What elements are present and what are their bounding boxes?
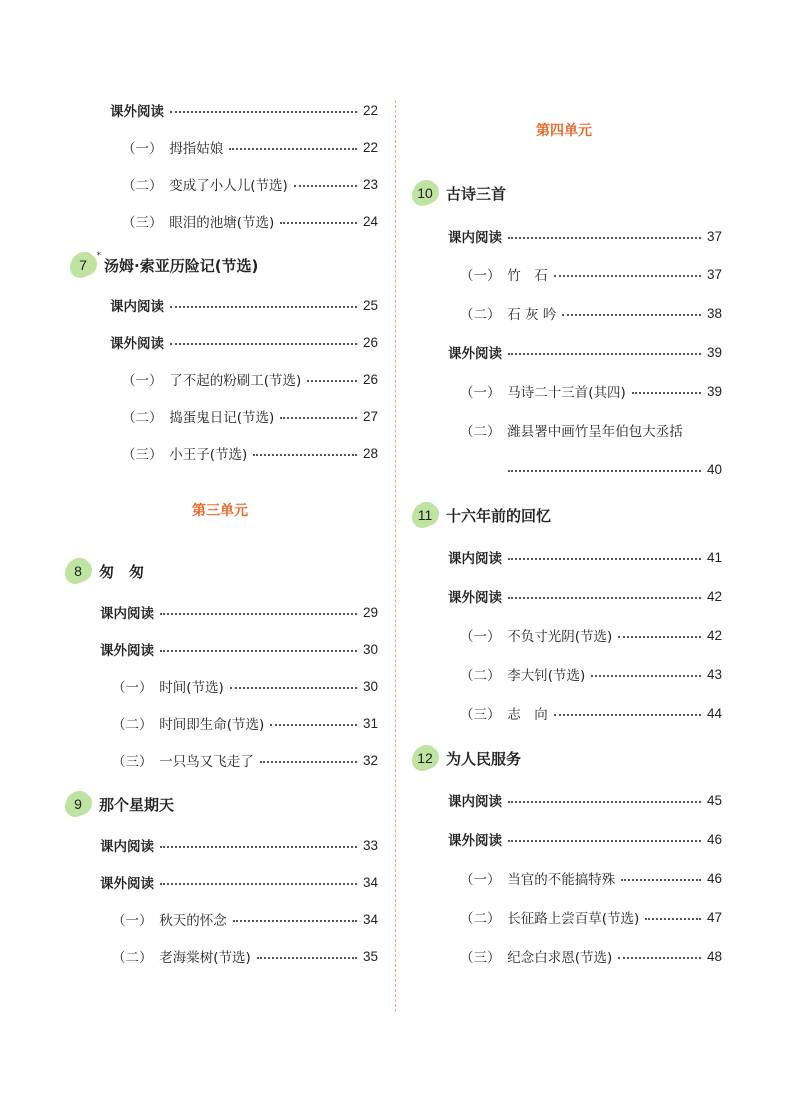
toc-entry[interactable] [122, 173, 378, 195]
page-number: 35 [362, 948, 378, 964]
entry-label: 课外阅读 [110, 104, 164, 120]
leader-dots [591, 675, 701, 677]
toc-entry[interactable] [448, 585, 722, 607]
entry-label: 课内阅读 [448, 551, 502, 567]
leader-dots [294, 185, 357, 187]
page-number: 45 [706, 792, 722, 808]
toc-entry[interactable] [122, 405, 378, 427]
toc-entry[interactable] [112, 908, 378, 930]
lesson-heading-12[interactable] [413, 745, 521, 771]
page-number: 39 [706, 383, 722, 399]
leader-dots [508, 558, 701, 560]
leader-dots [253, 454, 357, 456]
lesson-number: 7 [79, 257, 87, 273]
entry-label: 课外阅读 [448, 833, 502, 849]
toc-entry[interactable] [100, 834, 378, 856]
toc-entry[interactable] [112, 712, 378, 734]
toc-entry[interactable] [460, 263, 722, 285]
lesson-title: 为人民服务 [446, 749, 522, 768]
toc-entry[interactable] [112, 675, 378, 697]
toc-entry[interactable] [112, 749, 378, 771]
leader-dots [508, 801, 701, 803]
entry-label: 课外阅读 [448, 590, 502, 606]
entry-label: （二） 时间即生命(节选) [112, 717, 265, 733]
optional-mark: * [96, 251, 101, 261]
leader-dots [233, 920, 357, 922]
entry-label: （一） 不负寸光阴(节选) [460, 629, 613, 645]
entry-label: 课内阅读 [110, 299, 164, 315]
leader-dots [260, 761, 357, 763]
toc-entry[interactable] [448, 789, 722, 811]
toc-entry[interactable] [460, 302, 722, 324]
entry-label: 课外阅读 [100, 643, 154, 659]
entry-label: （三） 纪念白求恩(节选) [460, 950, 613, 966]
lesson-heading-7[interactable] [71, 252, 258, 278]
page-number: 33 [362, 837, 378, 853]
page-number: 34 [362, 911, 378, 927]
entry-label: （二） 捣蛋鬼日记(节选) [122, 410, 275, 426]
page-number: 37 [706, 266, 722, 282]
page-number: 23 [362, 176, 378, 192]
column-divider [395, 100, 396, 1012]
page-number: 26 [362, 334, 378, 350]
lesson-number-badge [66, 559, 90, 583]
page-number: 25 [362, 297, 378, 313]
page-number: 31 [362, 715, 378, 731]
leader-dots [618, 957, 701, 959]
lesson-number-badge [71, 251, 101, 277]
leader-dots [554, 714, 701, 716]
page-number: 43 [706, 666, 722, 682]
entry-label: （一） 马诗二十三首(其四) [460, 385, 626, 401]
entry-label: （一） 当官的不能搞特殊 [460, 872, 616, 888]
toc-entry[interactable] [460, 624, 722, 646]
entry-label: （三） 小王子(节选) [122, 447, 248, 463]
entry-label: （二） 潍县署中画竹呈年伯包大丞括 [460, 424, 683, 440]
lesson-title: 十六年前的回忆 [446, 506, 552, 525]
toc-entry[interactable] [122, 136, 378, 158]
entry-label: 课内阅读 [448, 230, 502, 246]
entry-label: （二） 变成了小人儿(节选) [122, 178, 288, 194]
leader-dots [562, 314, 701, 316]
page-number: 46 [706, 870, 722, 886]
entry-label: （一） 拇指姑娘 [122, 141, 224, 157]
lesson-title: 匆 匆 [99, 562, 145, 581]
page-number: 46 [706, 831, 722, 847]
lesson-heading-10[interactable] [413, 180, 506, 206]
leader-dots [160, 613, 357, 615]
leader-dots [554, 275, 701, 277]
lesson-number: 8 [74, 563, 82, 579]
toc-entry[interactable] [448, 341, 722, 363]
leader-dots [508, 353, 701, 355]
toc-entry[interactable] [100, 638, 378, 660]
page-number: 38 [706, 305, 722, 321]
leader-dots [230, 687, 357, 689]
entry-label: （一） 竹 石 [460, 268, 548, 284]
entry-label: 课内阅读 [100, 839, 154, 855]
entry-label: （三） 志 向 [460, 707, 548, 723]
toc-entry[interactable] [122, 368, 378, 390]
leader-dots [645, 918, 701, 920]
leader-dots [160, 883, 357, 885]
leader-dots [170, 111, 357, 113]
lesson-number: 12 [417, 750, 433, 766]
page-number: 22 [362, 139, 378, 155]
page-number: 28 [362, 445, 378, 461]
toc-entry[interactable] [110, 294, 378, 316]
entry-label: 课外阅读 [100, 876, 154, 892]
toc-entry[interactable] [460, 867, 722, 889]
toc-entry[interactable] [110, 99, 378, 121]
lesson-title: 古诗三首 [446, 184, 507, 203]
lesson-number-badge [413, 503, 437, 527]
toc-entry[interactable] [460, 419, 722, 441]
toc-entry[interactable] [448, 828, 722, 850]
leader-dots [280, 417, 357, 419]
leader-dots [229, 148, 357, 150]
page-number: 26 [362, 371, 378, 387]
page-number: 24 [362, 213, 378, 229]
entry-label: 课外阅读 [110, 336, 164, 352]
lesson-number-badge [413, 181, 437, 205]
lesson-title: 汤姆·索亚历险记(节选) [104, 256, 259, 275]
page-number: 44 [706, 705, 722, 721]
page-number: 41 [706, 549, 722, 565]
leader-dots [508, 840, 701, 842]
leader-dots [257, 957, 357, 959]
toc-entry-continued[interactable] [508, 458, 722, 480]
leader-dots [621, 879, 701, 881]
unit-heading-4: 第四单元 [536, 123, 592, 139]
page-number: 48 [706, 948, 722, 964]
unit-heading-3: 第三单元 [192, 503, 248, 519]
toc-entry[interactable] [460, 702, 722, 724]
page-number: 47 [706, 909, 722, 925]
leader-dots [508, 237, 701, 239]
leader-dots [508, 597, 701, 599]
leader-dots [508, 470, 701, 472]
lesson-number-badge [66, 792, 90, 816]
page-number: 22 [362, 102, 378, 118]
lesson-number: 10 [417, 185, 433, 201]
toc-entry[interactable] [448, 225, 722, 247]
leader-dots [170, 306, 357, 308]
lesson-heading-9[interactable] [66, 791, 174, 817]
leader-dots [632, 392, 701, 394]
entry-label: 课内阅读 [100, 606, 154, 622]
entry-label: （一） 了不起的粉刷工(节选) [122, 373, 302, 389]
toc-entry[interactable] [460, 380, 722, 402]
entry-label: （一） 秋天的怀念 [112, 913, 227, 929]
entry-label: （一） 时间(节选) [112, 680, 224, 696]
leader-dots [160, 846, 357, 848]
entry-label: （二） 老海棠树(节选) [112, 950, 251, 966]
entry-label: （二） 石 灰 吟 [460, 307, 557, 323]
entry-label: （三） 一只鸟又飞走了 [112, 754, 254, 770]
page-number: 37 [706, 228, 722, 244]
lesson-heading-11[interactable] [413, 502, 551, 528]
leader-dots [280, 222, 357, 224]
lesson-title: 那个星期天 [99, 795, 175, 814]
toc-entry[interactable] [460, 945, 722, 967]
page-number: 32 [362, 752, 378, 768]
toc-entry[interactable] [100, 601, 378, 623]
page-number: 34 [362, 874, 378, 890]
entry-label: （三） 眼泪的池塘(节选) [122, 215, 275, 231]
toc-entry[interactable] [448, 546, 722, 568]
entry-label: （二） 李大钊(节选) [460, 668, 586, 684]
page-number: 27 [362, 408, 378, 424]
toc-entry[interactable] [112, 945, 378, 967]
page-number: 42 [706, 588, 722, 604]
leader-dots [160, 650, 357, 652]
toc-entry[interactable] [122, 442, 378, 464]
page-number: 29 [362, 604, 378, 620]
lesson-number: 11 [417, 507, 433, 523]
page-number: 30 [362, 641, 378, 657]
entry-label: 课内阅读 [448, 794, 502, 810]
leader-dots [307, 380, 357, 382]
page-number: 30 [362, 678, 378, 694]
toc-entry[interactable] [100, 871, 378, 893]
toc-entry[interactable] [110, 331, 378, 353]
toc-entry[interactable] [460, 663, 722, 685]
leader-dots [270, 724, 357, 726]
entry-label: 课外阅读 [448, 346, 502, 362]
lesson-number-badge [413, 746, 437, 770]
page-number: 40 [706, 461, 722, 477]
page-number: 42 [706, 627, 722, 643]
page-number: 39 [706, 344, 722, 360]
toc-entry[interactable] [122, 210, 378, 232]
toc-entry[interactable] [460, 906, 722, 928]
leader-dots [170, 343, 357, 345]
lesson-number: 9 [74, 796, 82, 812]
lesson-heading-8[interactable] [66, 558, 144, 584]
leader-dots [618, 636, 701, 638]
entry-label: （二） 长征路上尝百草(节选) [460, 911, 640, 927]
